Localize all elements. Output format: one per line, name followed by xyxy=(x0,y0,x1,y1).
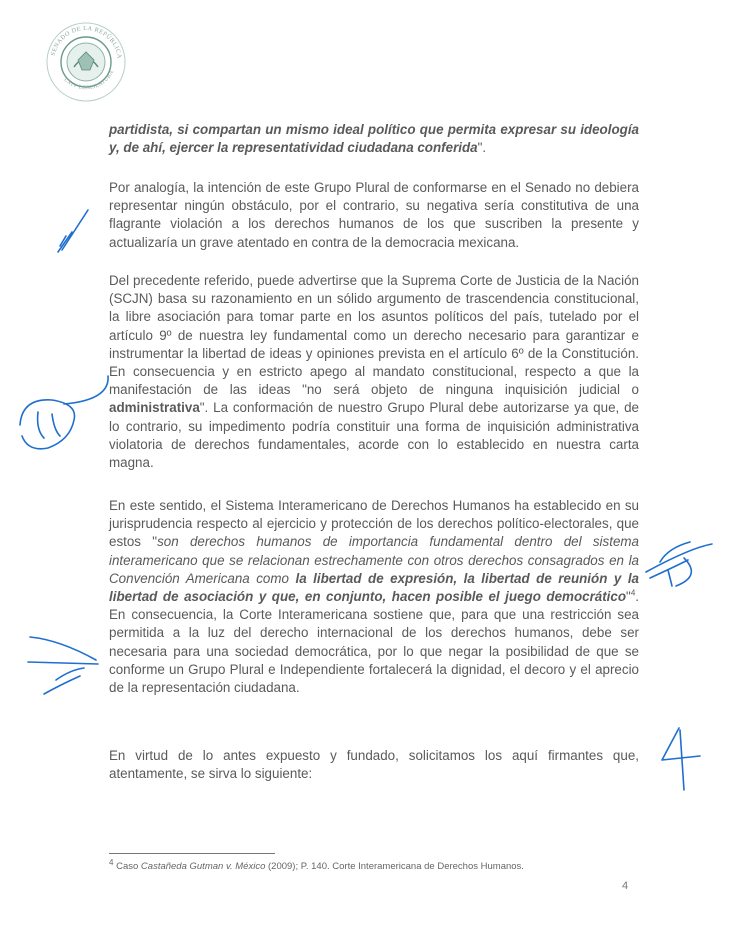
initial-mark-5 xyxy=(662,728,700,790)
scjn-emphasis: administrativa xyxy=(109,400,200,416)
page-number: 4 xyxy=(622,880,629,892)
footnote-text-1: Caso xyxy=(113,861,141,872)
paragraph-interamerican xyxy=(109,497,639,697)
paragraph-request: En virtud de lo antes expuesto y fundado, solicitamos los aquí firmantes que, atentamente, se sirva lo siguiente: xyxy=(109,748,639,782)
scjn-text-1: Del precedente referido, puede advertirse que la Suprema Corte de Justicia de la Nación (SCJN) basa su razonamiento en un sólido argumento de trascendencia constitucional, la libre asociación para tomar parte en los asuntos políticos del país, tutelado por el artículo 9º de nuestra ley fundamental como un derecho necesario para garantizar e instrumentar la libertad de ideas y opiniones prevista en el artículo 6º de la Constitución. En consecuencia y en estricto apego al mandato constitucional, respecto a que la manifestación de las ideas "no será objeto de ninguna inquisición judicial o xyxy=(109,273,639,398)
footnote-text-2: (2009); P. 140. Corte Interamericana de Derechos Humanos. xyxy=(265,861,524,872)
footnote-ref: 4 xyxy=(630,588,636,598)
ia-italic: son derechos humanos de importancia fundamental dentro del sistema interamericano que se relacionan estrechamente con otros derechos consagrados en la Convención Americana como xyxy=(109,534,639,586)
ia-quote-close: " xyxy=(626,589,631,605)
paragraph-scjn xyxy=(109,272,639,472)
footnote-divider xyxy=(109,853,275,854)
ia-emphasis: la libertad de expresión, la libertad de reunión y la libertad de asociación y que, en conjunto, hacen posible el juego democrático xyxy=(109,570,639,605)
scjn-text-2: ". La conformación de nuestro Grupo Plural debe autorizarse ya que, de lo contrario, su impedimento podría constituir una forma de inquisición administrativa violatoria de derechos fundamentales, acorde con lo establecido en nuestra carta magna. xyxy=(109,400,639,471)
quote-emphasis: partidista, si compartan un mismo ideal político que permita expresar su ideología y, de ahí, ejercer la representatividad ciudadana conferida xyxy=(109,122,639,156)
quote-close: ". xyxy=(477,140,487,156)
senate-seal xyxy=(44,20,128,104)
footnote xyxy=(109,857,669,872)
ia-text-1: En este sentido, el Sistema Interamericano de Derechos Humanos ha establecido en su jurisprudencia respecto al ejercicio y protección de los derechos político-electorales, que estos " xyxy=(109,498,639,550)
ia-text-2: . En consecuencia, la Corte Interamericana sostiene que, para que una restricción sea permitida a la luz del derecho internacional de los derechos humanos, debe ser necesaria para una sociedad democrática, por lo que negar la posibilidad de que se conforme un Grupo Plural e Independiente fortalecerá la dignidad, el decoro y el aprecio de la representación ciudadana. xyxy=(109,589,639,696)
seal-text-top: SENADO DE LA REPÚBLICA xyxy=(49,24,123,60)
seal-text-bottom: LXIV LEGISLATURA xyxy=(62,69,116,92)
paragraph-quote-end xyxy=(109,121,639,157)
paragraph-analogy: Por analogía, la intención de este Grupo Plural de conformarse en el Senado no debiera representar ningún obstáculo, por el contrario, su negativa sería constitutiva de una flagrante violación a los derechos humanos de los que suscriben la presente y actualizaría un grave atentado en contra de la democracia mexicana. xyxy=(109,180,639,250)
initial-mark-2 xyxy=(20,376,108,449)
footnote-case-name: Castañeda Gutman v. México xyxy=(140,861,266,872)
initial-mark-1 xyxy=(58,210,88,252)
initial-mark-4 xyxy=(28,637,98,694)
footnote-number: 4 xyxy=(109,857,114,867)
initial-mark-3 xyxy=(646,542,712,586)
